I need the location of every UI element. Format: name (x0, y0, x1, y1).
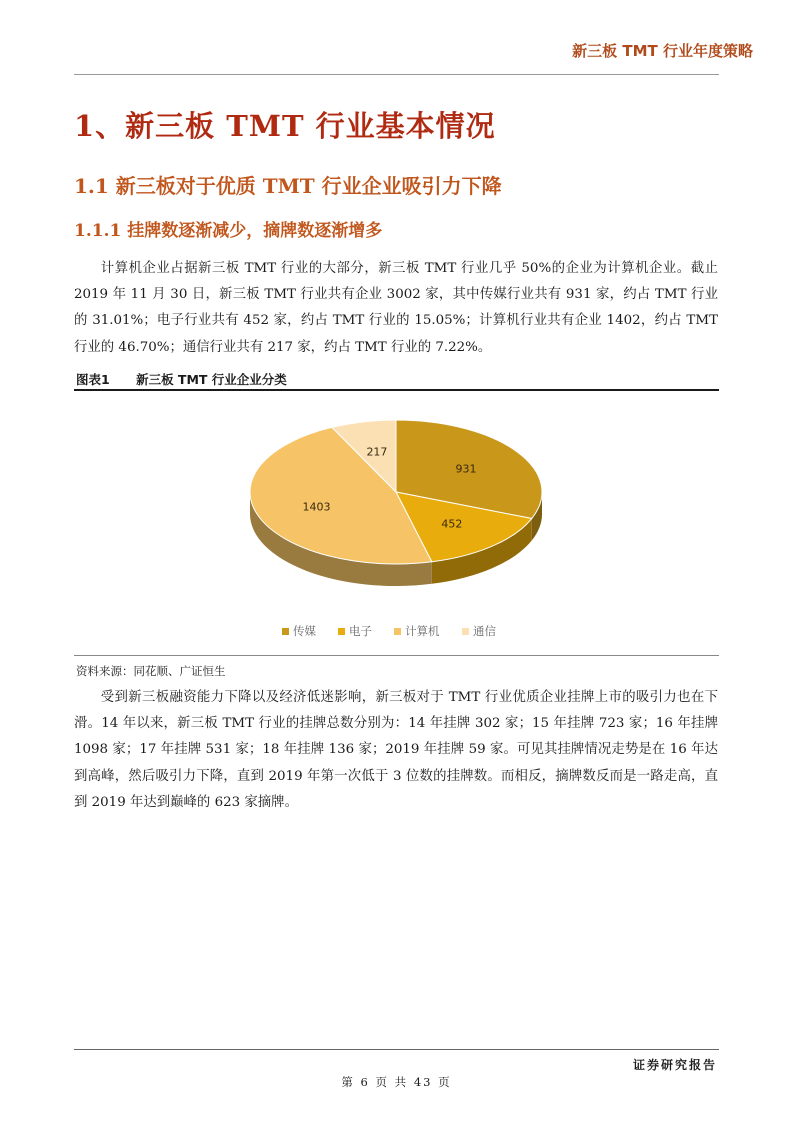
section-heading-1-1: 1.1 新三板对于优质 TMT 行业企业吸引力下降 (74, 174, 502, 198)
section-heading-1-1-1: 1.1.1 挂牌数逐渐减少，摘牌数逐渐增多 (74, 221, 383, 241)
legend-label-电子: 电子 (349, 624, 372, 638)
pie-slices (250, 420, 542, 586)
page-number: 第 6 页 共 43 页 (341, 1075, 452, 1089)
data-label-计算机: 1403 (302, 500, 331, 514)
section-heading-1: 1、新三板 TMT 行业基本情况 (74, 109, 496, 143)
figure-bottom-rule (74, 655, 719, 656)
footer-divider (74, 1049, 719, 1050)
legend-label-通信: 通信 (473, 624, 496, 638)
figure-title: 新三板 TMT 行业企业分类 (136, 372, 287, 387)
body-paragraph-1: 计算机企业占据新三板 TMT 行业的大部分，新三板 TMT 行业几乎 50%的企业为计算机企业。截止 2019 年 11 月 30 日，新三板 TMT 行业共有企业 3002 家，其中传媒行业共有 931 家，约占 TMT 行业的 31.01%；电子行业共有 452 家，约占 TMT 行业的 15.05%；计算机行业共有企业 1402，约占 TMT 行业的 46.70%；通信行业共有 217 家，约占 TMT 行业的 7.22%。 (74, 261, 718, 355)
legend-label-计算机: 计算机 (405, 624, 440, 638)
header-divider (74, 74, 719, 75)
legend-label-传媒: 传媒 (293, 624, 316, 638)
data-label-电子: 452 (441, 517, 463, 531)
data-label-传媒: 931 (455, 462, 477, 476)
figure-source: 资料来源：同花顺、广证恒生 (76, 664, 226, 678)
figure-number: 图表1 (76, 372, 110, 387)
legend-swatch-电子 (338, 628, 345, 635)
legend-swatch-计算机 (394, 628, 401, 635)
figure-top-rule (74, 389, 719, 391)
figure-caption (76, 370, 287, 388)
pie-chart (74, 392, 719, 654)
data-label-通信: 217 (366, 445, 388, 459)
legend-swatch-传媒 (282, 628, 289, 635)
footer-label: 证券研究报告 (632, 1058, 717, 1072)
legend-swatch-通信 (462, 628, 469, 635)
report-header-title: 新三板 TMT 行业年度策略 (572, 42, 753, 60)
chart-legend (282, 624, 496, 638)
body-paragraph-2: 受到新三板融资能力下降以及经济低迷影响，新三板对于 TMT 行业优质企业挂牌上市的吸引力也在下滑。14 年以来，新三板 TMT 行业的挂牌总数分别为：14 年挂牌 302 家；15 年挂牌 723 家；16 年挂牌 1098 家；17 年挂牌 531 家；18 年挂牌 136 家；2019 年挂牌 59 家。可见其挂牌情况走势是在 16 年达到高峰，然后吸引力下降，直到 2019 年第一次低于 3 位数的挂牌数。而相反，摘牌数反而是一路走高，直到 2019 年达到巅峰的 623 家摘牌。 (74, 690, 718, 810)
